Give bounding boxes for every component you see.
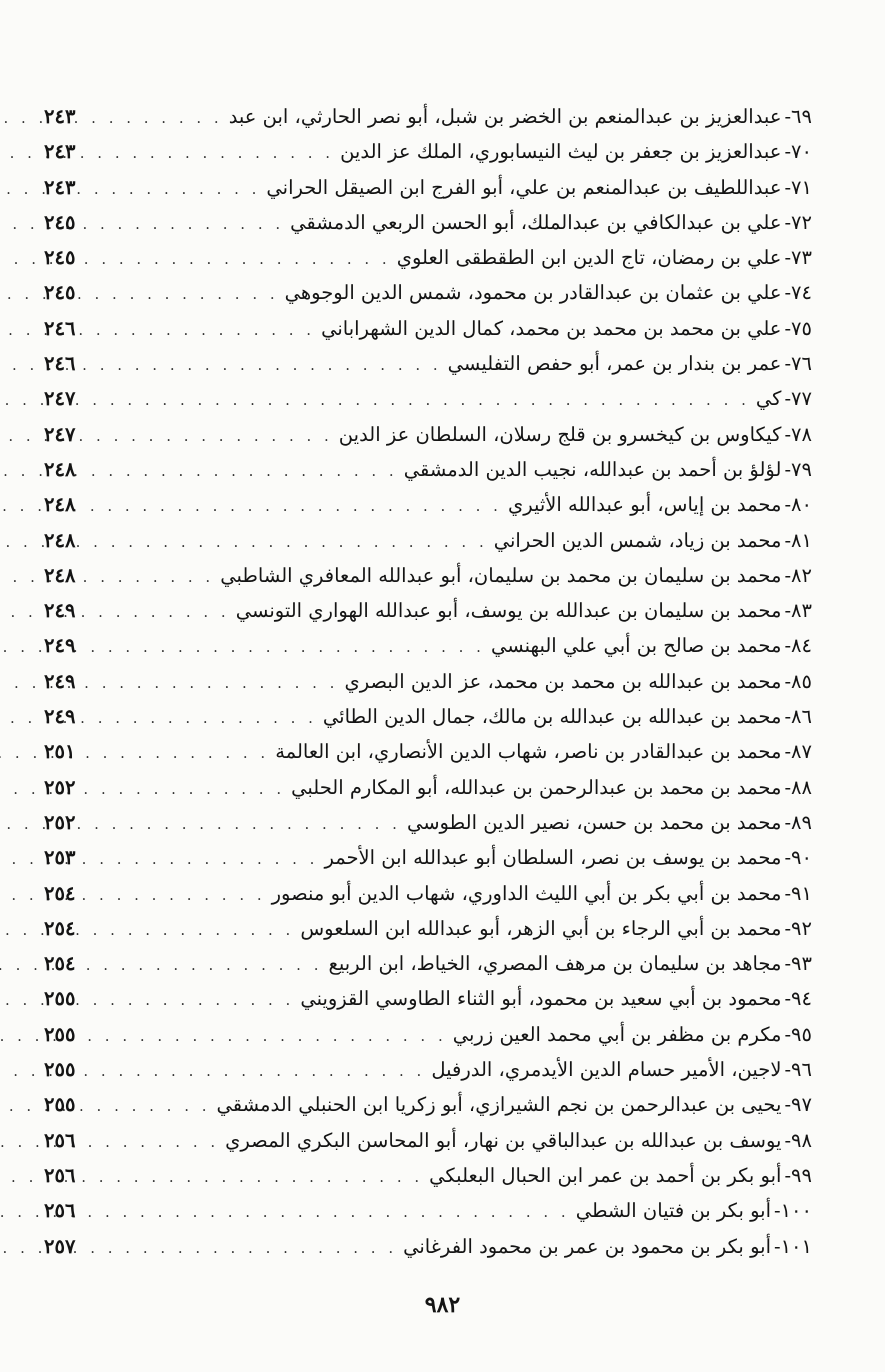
toc-entry: [44, 1229, 812, 1264]
toc-entry: [44, 311, 812, 346]
entry-title: محمد بن محمد بن عبدالرحمن بن عبدالله، أبو المكارم الحلبي: [291, 775, 782, 799]
entry-page: ٢٥٦: [44, 1199, 76, 1223]
dot-leader: [96, 383, 756, 418]
entry-number: ١٠١-: [773, 1234, 812, 1258]
entry-title: محمد بن عبدالقادر بن ناصر، شهاب الدين الأنصاري، ابن العالمة: [275, 740, 782, 764]
entry-number: ١٠٠-: [773, 1199, 812, 1223]
entry-number: ٨٣-: [784, 599, 812, 623]
entry-page: ٢٥٤: [44, 952, 76, 976]
dot-leader: [96, 454, 404, 489]
entry-title: علي بن رمضان، تاج الدين ابن الطقطقى العلوي: [396, 246, 782, 270]
toc-entry: [44, 699, 812, 734]
entry-page: ٢٥٣: [44, 846, 76, 870]
entry-page: ٢٤٩: [44, 634, 76, 658]
toc-entry: [44, 1017, 812, 1052]
entry-page: ٢٤٦: [44, 352, 76, 376]
entry-number: ٧٣-: [784, 246, 812, 270]
dot-leader: [96, 1089, 217, 1124]
entry-number: ٩٠-: [784, 846, 812, 870]
toc-entry: [44, 805, 812, 840]
dot-leader: [96, 772, 291, 807]
entry-title: محمد بن سليمان بن محمد بن سليمان، أبو عبدالله المعافري الشاطبي: [220, 563, 782, 587]
entry-title: مكرم بن مظفر بن أبي محمد العين زربي: [452, 1022, 782, 1046]
entry-page: ٢٤٣: [44, 175, 76, 199]
dot-leader: [96, 913, 300, 948]
entry-title: علي بن عثمان بن عبدالقادر بن محمود، شمس الدين الوجوهي: [284, 281, 782, 305]
entry-page: ٢٥١: [44, 740, 76, 764]
dot-leader: [96, 736, 275, 771]
dot-leader: [96, 666, 344, 701]
entry-page: ٢٤٧: [44, 422, 76, 446]
entry-page: ٢٤٩: [44, 669, 76, 693]
toc-entry: [44, 1087, 812, 1122]
entry-page: ٢٤٨: [44, 563, 76, 587]
entry-title: عمر بن بندار بن عمر، أبو حفص التفليسي: [447, 352, 782, 376]
entry-title: لؤلؤ بن أحمد بن عبدالله، نجيب الدين الدمشقي: [403, 457, 782, 481]
dot-leader: [96, 701, 323, 736]
entry-page: ٢٤٨: [44, 493, 76, 517]
entry-title: أبو بكر بن محمود بن عمر بن محمود الفرغاني: [403, 1234, 771, 1258]
entry-number: ٨٤-: [784, 634, 812, 658]
toc-entry: [44, 134, 812, 169]
dot-leader: [96, 595, 236, 630]
entry-number: ٩٤-: [784, 987, 812, 1011]
entry-number: ٨٢-: [784, 563, 812, 587]
dot-leader: [96, 1160, 429, 1195]
entry-title: محمد بن زياد، شمس الدين الحراني: [493, 528, 782, 552]
toc-entry: [44, 1193, 812, 1228]
entry-title: محمد بن عبدالله بن عبدالله بن مالك، جمال الدين الطائي: [322, 705, 782, 729]
toc-entry: [44, 1052, 812, 1087]
entry-title: محمد بن سليمان بن عبدالله بن يوسف، أبو عبدالله الهواري التونسي: [235, 599, 782, 623]
entry-title: أبو بكر بن فتيان الشطي: [575, 1199, 771, 1223]
entry-title: عبداللطيف بن عبدالمنعم بن علي، أبو الفرج ابن الصيقل الحراني: [266, 175, 782, 199]
toc-entry: [44, 1123, 812, 1158]
entry-number: ٨١-: [784, 528, 812, 552]
entry-page: ٢٤٥: [44, 210, 76, 234]
entry-title: لاجين، الأمير حسام الدين الأيدمري، الدرفيل: [431, 1058, 782, 1082]
dot-leader: [96, 101, 229, 136]
entry-title: كيكاوس بن كيخسرو بن قلج رسلان، السلطان عز الدين: [338, 422, 782, 446]
entry-number: ٩٧-: [784, 1093, 812, 1117]
entry-page: ٢٥٤: [44, 881, 76, 905]
toc-entry: [44, 911, 812, 946]
entry-number: ٩٩-: [784, 1163, 812, 1187]
toc-entry: [44, 770, 812, 805]
entry-title: محمد بن أبي الرجاء بن أبي الزهر، أبو عبدالله ابن السلعوس: [300, 916, 782, 940]
entry-title: كي: [755, 387, 782, 411]
entry-number: ٨٩-: [784, 810, 812, 834]
entry-title: محمد بن أبي بكر بن أبي الليث الداوري، شهاب الدين أبو منصور: [271, 881, 782, 905]
entry-title: عبدالعزيز بن عبدالمنعم بن الخضر بن شبل، أبو نصر الحارثي، ابن عبد: [228, 105, 782, 128]
entry-number: ٧٢-: [784, 210, 812, 234]
entry-number: ٧٤-: [784, 281, 812, 305]
entry-title: محمود بن أبي سعيد بن محمود، أبو الثناء الطاوسي القزويني: [300, 987, 782, 1011]
dot-leader: [96, 1054, 431, 1089]
entry-page: ٢٤٣: [44, 105, 76, 128]
entry-page: ٢٥٢: [44, 810, 76, 834]
entry-title: يوسف بن عبدالله بن عبدالباقي بن نهار، أبو المحاسن البكري المصري: [225, 1128, 782, 1152]
entry-title: محمد بن يوسف بن نصر، السلطان أبو عبدالله ابن الأحمر: [324, 846, 782, 870]
dot-leader: [96, 136, 340, 171]
entry-number: ٧١-: [784, 175, 812, 199]
entry-page: ٢٤٣: [44, 140, 76, 164]
entry-page: ٢٤٥: [44, 246, 76, 270]
dot-leader: [96, 842, 324, 877]
entry-page: ٢٥٥: [44, 987, 76, 1011]
entry-number: ٩٢-: [784, 916, 812, 940]
toc-entry: [44, 558, 812, 593]
entry-title: مجاهد بن سليمان بن مرهف المصري، الخياط، ابن الربيع: [328, 952, 782, 976]
entry-title: محمد بن إياس، أبو عبدالله الأثيري: [507, 493, 782, 517]
dot-leader: [96, 277, 285, 312]
entry-page: ٢٥٥: [44, 1093, 76, 1117]
entry-number: ٧٩-: [784, 457, 812, 481]
entry-title: يحيى بن عبدالرحمن بن نجم الشيرازي، أبو زكريا ابن الحنبلي الدمشقي: [216, 1093, 782, 1117]
entry-page: ٢٥٧: [44, 1234, 76, 1258]
dot-leader: [96, 1125, 225, 1160]
dot-leader: [96, 807, 407, 842]
entry-title: عبدالعزيز بن جعفر بن ليث النيسابوري، الملك عز الدين: [340, 140, 782, 164]
entry-number: ٨٧-: [784, 740, 812, 764]
dot-leader: [96, 348, 448, 383]
entry-page: ٢٤٦: [44, 316, 76, 340]
entry-title: علي بن محمد بن محمد بن محمد، كمال الدين الشهراباني: [321, 316, 782, 340]
toc-entry: [44, 381, 812, 416]
entry-number: ٧٧-: [784, 387, 812, 411]
toc-entry: [44, 346, 812, 381]
toc-entry: [44, 664, 812, 699]
dot-leader: [96, 1195, 576, 1230]
entry-number: ٩٨-: [784, 1128, 812, 1152]
toc-entry: [44, 205, 812, 240]
toc-entry: [44, 170, 812, 205]
entry-number: ٨٠-: [784, 493, 812, 517]
dot-leader: [96, 630, 491, 665]
entry-title: علي بن عبدالكافي بن عبدالملك، أبو الحسن الربعي الدمشقي: [290, 210, 782, 234]
toc-entry: [44, 593, 812, 628]
dot-leader: [96, 172, 266, 207]
entry-title: محمد بن عبدالله بن محمد بن محمد، عز الدين البصري: [344, 669, 782, 693]
dot-leader: [96, 419, 339, 454]
toc-entry: [44, 734, 812, 769]
toc-entry: [44, 981, 812, 1016]
entry-page: ٢٥٤: [44, 916, 76, 940]
dot-leader: [96, 1231, 403, 1266]
entry-page: ٢٥٢: [44, 775, 76, 799]
toc-entry: [44, 876, 812, 911]
entry-page: ٢٤٨: [44, 528, 76, 552]
dot-leader: [96, 489, 508, 524]
entry-number: ٩٥-: [784, 1022, 812, 1046]
entry-page: ٢٤٥: [44, 281, 76, 305]
toc-entry: [44, 275, 812, 310]
entry-page: ٢٤٩: [44, 705, 76, 729]
entry-title: محمد بن محمد بن حسن، نصير الدين الطوسي: [406, 810, 782, 834]
table-of-contents: [44, 99, 812, 1264]
entry-number: ٧٠-: [784, 140, 812, 164]
toc-entry: [44, 946, 812, 981]
dot-leader: [96, 525, 494, 560]
entry-number: ٨٦-: [784, 705, 812, 729]
entry-number: ٨٨-: [784, 775, 812, 799]
toc-entry: [44, 1158, 812, 1193]
entry-number: ٦٩-: [784, 105, 812, 128]
toc-entry: [44, 99, 812, 134]
entry-title: محمد بن صالح بن أبي علي البهنسي: [490, 634, 782, 658]
entry-page: ٢٥٥: [44, 1058, 76, 1082]
page-number: ٩٨٢: [424, 1292, 461, 1318]
toc-entry: [44, 417, 812, 452]
dot-leader: [96, 560, 220, 595]
entry-title: أبو بكر بن أحمد بن عمر ابن الحبال البعلبكي: [429, 1163, 782, 1187]
entry-page: ٢٤٨: [44, 457, 76, 481]
dot-leader: [96, 948, 328, 983]
entry-page: ٢٤٧: [44, 387, 76, 411]
entry-number: ٩٦-: [784, 1058, 812, 1082]
dot-leader: [96, 1019, 453, 1054]
entry-number: ٧٨-: [784, 422, 812, 446]
entry-number: ٧٥-: [784, 316, 812, 340]
toc-entry: [44, 240, 812, 275]
entry-page: ٢٤٩: [44, 599, 76, 623]
toc-entry: [44, 840, 812, 875]
entry-number: ٩١-: [784, 881, 812, 905]
entry-number: ٨٥-: [784, 669, 812, 693]
toc-entry: [44, 523, 812, 558]
dot-leader: [96, 878, 272, 913]
entry-number: ٧٦-: [784, 352, 812, 376]
toc-entry: [44, 628, 812, 663]
dot-leader: [96, 313, 321, 348]
toc-entry: [44, 487, 812, 522]
entry-page: ٢٥٦: [44, 1128, 76, 1152]
dot-leader: [96, 242, 397, 277]
entry-page: ٢٥٥: [44, 1022, 76, 1046]
entry-number: ٩٣-: [784, 952, 812, 976]
entry-page: ٢٥٦: [44, 1163, 76, 1187]
toc-entry: [44, 452, 812, 487]
dot-leader: [96, 207, 290, 242]
dot-leader: [96, 983, 300, 1018]
